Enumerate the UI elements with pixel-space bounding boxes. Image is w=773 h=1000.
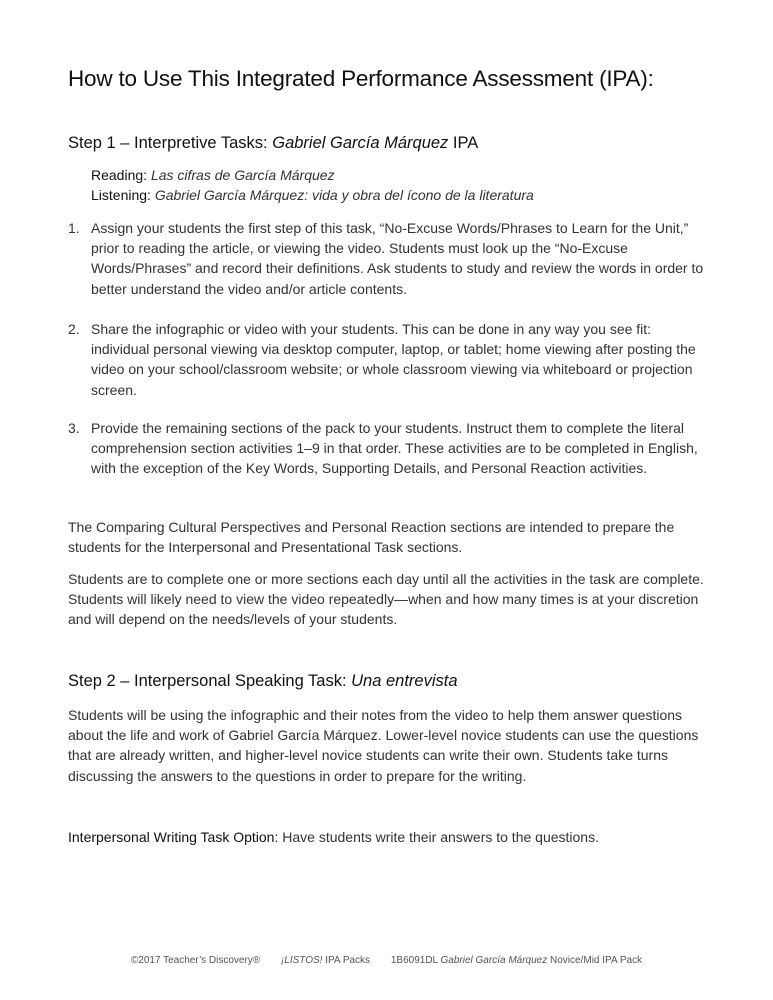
footer-copyright: ©2017 Teacher’s Discovery® xyxy=(130,955,261,966)
footer-product-rest: Novice/Mid IPA Pack xyxy=(547,955,643,966)
step2-heading-prefix: Step 2 – Interpersonal Speaking Task: xyxy=(68,672,352,690)
footer-series xyxy=(281,955,370,966)
reading-value: Las cifras de García Márquez xyxy=(150,167,335,183)
list-number: 2. xyxy=(68,321,80,337)
list-number: 1. xyxy=(68,220,80,236)
reading-label: Reading: xyxy=(91,167,148,183)
footer xyxy=(0,955,773,966)
list-item xyxy=(68,218,708,299)
step1-heading-suffix: IPA xyxy=(448,134,479,152)
paragraph-cultural: The Comparing Cultural Perspectives and Personal Reaction sections are intended to prepare the students for the Interpersonal and Presentational Task sections. xyxy=(68,519,675,556)
writing-option-text: Have students write their answers to the questions. xyxy=(278,829,599,845)
listening-source xyxy=(91,185,534,205)
step2-heading xyxy=(68,672,458,691)
paragraph-speaking: Students will be using the infographic and their notes from the video to help them answer questions about the life and work of Gabriel García Márquez. Lower-level novice students can use the questions that are already written, and higher-level novice students can write their own. Students take turns discussing the answers to the questions in order to prepare for the writing. xyxy=(68,707,699,784)
writing-option-label: Interpersonal Writing Task Option: xyxy=(68,829,279,845)
list-text: Share the infographic or video with your students. This can be done in any way you see fit: individual personal viewing via desktop computer, laptop, or tablet; home viewing after posting the video on your school/classroom website; or whole classroom viewing via whiteboard or projection screen. xyxy=(91,321,696,398)
footer-product-italic: Gabriel García Márquez xyxy=(440,955,548,966)
list-text: Assign your students the first step of this task, “No-Excuse Words/Phrases to Learn for the Unit,” prior to reading the article, or viewing the video. Students must look up the “No-Excuse Words/Phrases” and record their definitions. Ask students to study and review the words in order to better understand the video and/or article contents. xyxy=(91,220,704,297)
footer-series-italic: ¡LISTOS! xyxy=(280,955,323,966)
list-number: 3. xyxy=(68,420,80,436)
step2-heading-italic: Una entrevista xyxy=(351,672,458,690)
footer-series-rest: IPA Packs xyxy=(322,955,371,966)
listening-label: Listening: xyxy=(91,187,151,203)
writing-option xyxy=(68,827,708,847)
reading-source xyxy=(91,165,335,185)
list-text: Provide the remaining sections of the pack to your students. Instruct them to complete the literal comprehension section activities 1–9 in that order. These activities are to be completed in English, with the exception of the Key Words, Supporting Details, and Personal Reaction activities. xyxy=(91,420,698,477)
step1-heading-italic: Gabriel García Márquez xyxy=(272,134,449,152)
footer-code: 1B6091DL xyxy=(390,955,441,966)
footer-product xyxy=(391,955,642,966)
paragraph-schedule: Students are to complete one or more sections each day until all the activities in the task are complete. Students will likely need to view the video repeatedly—when and how many times is at your discretion and will depend on the needs/levels of your students. xyxy=(68,571,704,628)
listening-value: Gabriel García Márquez: vida y obra del ícono de la literatura xyxy=(154,187,534,203)
list-item xyxy=(68,319,708,400)
step1-heading xyxy=(68,134,478,153)
step1-heading-prefix: Step 1 – Interpretive Tasks: xyxy=(68,134,273,152)
page-title: How to Use This Integrated Performance Assessment (IPA): xyxy=(68,66,654,91)
list-item xyxy=(68,418,708,479)
